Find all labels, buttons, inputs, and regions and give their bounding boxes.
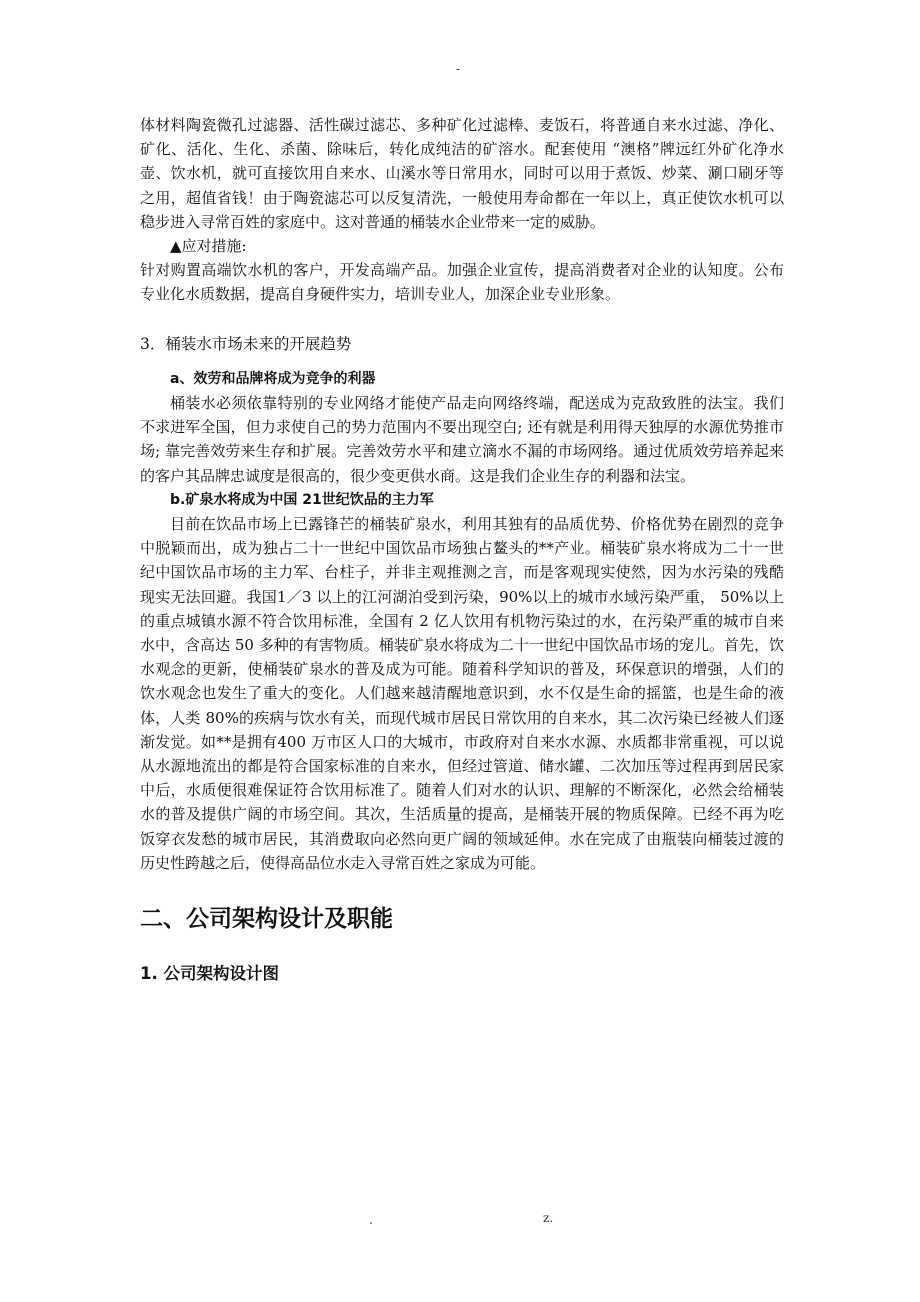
header-mark: -: [456, 62, 461, 76]
intro-paragraph: 体材料陶瓷微孔过滤器、活性碳过滤芯、多种矿化过滤棒、麦饭石，将普通自来水过滤、净化、矿化、活化、生化、杀菌、除味后，转化成纯洁的矿溶水。配套使用 “澳格”牌远红外矿化净水壶、饮水机，就可直接饮用自来水、山溪水等日常用水，同时可以用于煮饭、炒菜、涮口刷牙等之用，超值省钱！由于陶瓷滤芯可以反复清洗，一般使用寿命都在一年以上，真正使饮水机可以稳步进入寻常百姓的家庭中。这对普通的桶装水企业带来一定的威胁。: [140, 116, 784, 231]
subsection-b-text: 目前在饮品市场上已露锋芒的桶装矿泉水，利用其独有的品质优势、价格优势在剧烈的竞争中脱颖而出，成为独占二十一世纪中国饮品市场独占鳌头的**产业。桶装矿泉水将成为二十一世纪中国饮品市场的主力军、台柱子，并非主观推测之言，而是客观现实使然，因为水污染的残酷现实无法回避。我国1／3 以上的江河湖泊受到污染，90%以上的城市水域污染严重， 50%以上的重点城镇水源不符合饮用标准，全国有 2 亿人饮用有机物污染过的水，在污染严重的城市自来水中，含高达 50 多种的有害物质。桶装矿泉水将成为二十一世纪中国饮品市场的宠儿。首先，饮水观念的更新，使桶装矿泉水的普及成为可能。随着科学知识的普及，环保意识的增强，人们的饮水观念也发生了重大的变化。人们越来越清醒地意识到，水不仅是生命的摇篮，也是生命的液体，人类 80%的疾病与饮水有关，而现代城市居民日常饮用的自来水，其二次污染已经被人们逐渐发觉。如**是拥有400 万市区人口的大城市，市政府对自来水水源、水质都非常重视，可以说从水源地流出的都是符合国家标准的自来水，但经过管道、储水罐、二次加压等过程再到居民家中后，水质便很难保证符合饮用标准了。随着人们对水的认识、理解的不断深化，必然会给桶装水的普及提供广阔的市场空间。其次，生活质量的提高，是桶装开展的物质保障。已经不再为吃饭穿衣发愁的城市居民，其消费取向必然向更广阔的领域延伸。水在完成了由瓶装向桶装过渡的历史性跨越之后，使得高品位水走入寻常百姓之家成为可能。: [140, 515, 784, 872]
subsection-a-heading: a、效劳和品牌将成为竞争的利器: [170, 370, 376, 387]
document-body: [140, 113, 784, 989]
chapter-2-heading: 二、公司架构设计及职能: [140, 906, 393, 933]
measures-label: ▲应对措施:: [170, 237, 247, 256]
subsection-a-text: 桶装水必须依靠特别的专业网络才能使产品走向网络终端，配送成为克敌致胜的法宝。我们不求进军全国，但力求使自己的势力范围内不要出现空白; 还有就是利用得天独厚的水源优势推市场; 靠完善效劳来生存和扩展。完善效劳水平和建立滴水不漏的市场网络。通过优质效劳培养起来的客户其品牌忠诚度是很高的，很少变更供水商。这是我们企业生存的利器和法宝。: [140, 394, 784, 485]
section-3-heading: 3．桶装水市场未来的开展趋势: [140, 334, 352, 353]
measures-text: 针对购置高端饮水机的客户，开发高端产品。加强企业宣传，提高消费者对企业的认知度。公布专业化水质数据，提高自身硬件实力，培训专业人，加深企业专业形象。: [140, 261, 784, 304]
footer-right-mark: z.: [543, 1211, 554, 1225]
chapter-2-subheading: 1. 公司架构设计图: [140, 964, 279, 984]
subsection-b-heading: b.矿泉水将成为中国 21世纪饮品的主力军: [170, 491, 434, 508]
footer-left-mark: .: [369, 1213, 373, 1227]
